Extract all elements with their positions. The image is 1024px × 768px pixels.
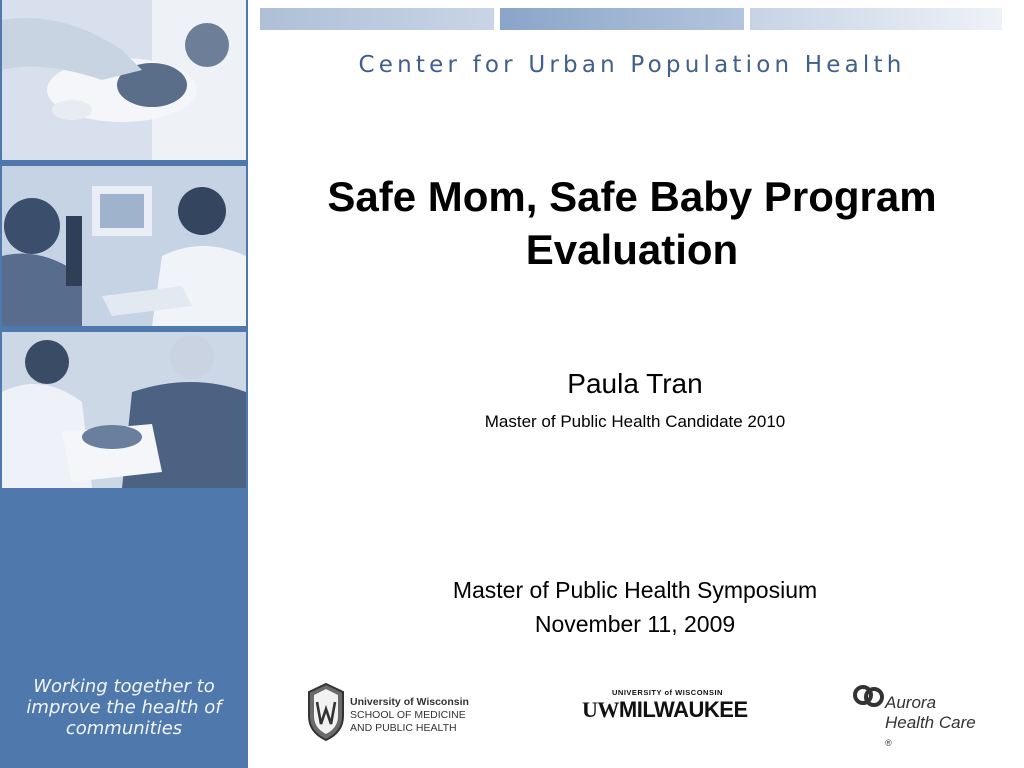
aurora-health-care-logo bbox=[852, 684, 992, 748]
header-bar-right bbox=[750, 8, 1002, 30]
uwm-logo-main: MILWAUKEE bbox=[618, 697, 748, 722]
tagline-line-3: communities bbox=[65, 718, 183, 739]
infant-exam-photo bbox=[2, 0, 246, 160]
uw-school-of-medicine-logo bbox=[306, 682, 476, 744]
slide-title-line-2: Evaluation bbox=[525, 226, 739, 273]
event-date: November 11, 2009 bbox=[534, 611, 736, 637]
uw-milwaukee-logo bbox=[582, 688, 748, 738]
clinic-consultation-photo bbox=[2, 332, 246, 488]
tagline bbox=[10, 676, 238, 739]
presenter-role: Master of Public Health Candidate 2010 bbox=[484, 412, 786, 431]
uw-logo-line-3: AND PUBLIC HEALTH bbox=[350, 722, 457, 734]
uw-crest-icon bbox=[306, 682, 346, 742]
uw-logo-line-2: SCHOOL OF MEDICINE bbox=[350, 709, 466, 721]
header-bar-middle bbox=[500, 8, 744, 30]
uwm-logo-top: UNIVERSITY of WISCONSIN bbox=[612, 688, 723, 697]
aurora-logo-name: Health Care bbox=[885, 713, 976, 732]
event-name: Master of Public Health Symposium bbox=[452, 577, 818, 603]
uwm-logo-uw: UW bbox=[582, 697, 619, 722]
tagline-line-1: Working together to bbox=[33, 676, 215, 697]
aurora-logo-line-2 bbox=[885, 713, 976, 753]
left-sidebar bbox=[0, 0, 248, 768]
blood-pressure-check-photo bbox=[2, 166, 246, 326]
presenter-name: Paula Tran bbox=[567, 368, 703, 399]
uw-logo-line-1: University of Wisconsin bbox=[350, 696, 469, 708]
slide-title bbox=[262, 170, 1002, 276]
aurora-mark-icon bbox=[852, 684, 886, 710]
aurora-registered-mark: ® bbox=[885, 738, 892, 748]
aurora-logo-line-1: Aurora bbox=[885, 693, 937, 712]
tagline-line-2: improve the health of bbox=[26, 697, 222, 718]
organization-name: Center for Urban Population Health bbox=[358, 52, 906, 78]
header-bar-left bbox=[260, 8, 494, 30]
slide-title-line-1: Safe Mom, Safe Baby Program bbox=[327, 173, 937, 220]
